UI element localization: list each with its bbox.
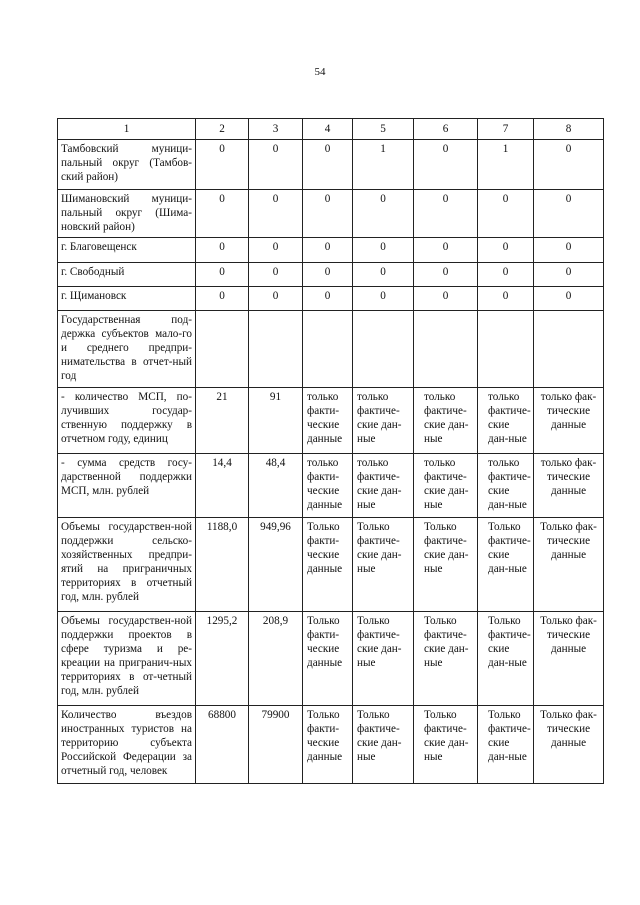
table-cell: 0 bbox=[196, 287, 249, 311]
table-cell: только фактиче-ские дан-ные bbox=[478, 454, 534, 518]
table-row bbox=[58, 190, 604, 238]
table-cell: 0 bbox=[196, 238, 249, 263]
table-cell: Только фактиче-ские дан-ные bbox=[414, 612, 478, 706]
table-cell: 0 bbox=[414, 190, 478, 238]
table-cell: 0 bbox=[414, 287, 478, 311]
table-cell: Только фактиче-ские дан-ные bbox=[353, 706, 414, 784]
table-cell: 0 bbox=[414, 263, 478, 287]
page-number: 54 bbox=[314, 66, 326, 78]
table-cell: 0 bbox=[353, 263, 414, 287]
table-cell: 14,4 bbox=[196, 454, 249, 518]
table-cell: 0 bbox=[303, 287, 353, 311]
table-cell: только фактиче-ские дан-ные bbox=[414, 454, 478, 518]
table-cell: 0 bbox=[353, 190, 414, 238]
table-cell: 0 bbox=[478, 287, 534, 311]
table-cell: 0 bbox=[534, 287, 604, 311]
table-row bbox=[58, 287, 604, 311]
table-cell: 68800 bbox=[196, 706, 249, 784]
table-cell: только фак-тические данные bbox=[534, 454, 604, 518]
table-cell: 1188,0 bbox=[196, 518, 249, 612]
table-cell: 1 bbox=[353, 140, 414, 190]
table-cell: Только фактиче-ские дан-ные bbox=[414, 706, 478, 784]
table-cell: 208,9 bbox=[249, 612, 303, 706]
table-cell: 0 bbox=[478, 190, 534, 238]
table-cell: Только фактиче-ские дан-ные bbox=[478, 518, 534, 612]
row-label: г. Благовещенск bbox=[58, 238, 196, 263]
table-cell: 0 bbox=[414, 140, 478, 190]
table-cell: только фактиче-ские дан-ные bbox=[353, 454, 414, 518]
table-cell: 79900 bbox=[249, 706, 303, 784]
table-cell: Только фактиче-ские дан-ные bbox=[478, 706, 534, 784]
table-cell: 1 bbox=[478, 140, 534, 190]
column-header: 7 bbox=[478, 119, 534, 140]
table-row bbox=[58, 238, 604, 263]
table-row bbox=[58, 454, 604, 518]
table-cell bbox=[353, 311, 414, 388]
table-cell: 1295,2 bbox=[196, 612, 249, 706]
table-row bbox=[58, 263, 604, 287]
table-cell: Только фактиче-ские дан-ные bbox=[353, 518, 414, 612]
table-cell: только факти-ческие данные bbox=[303, 454, 353, 518]
table-cell: 0 bbox=[303, 140, 353, 190]
table-body bbox=[58, 119, 604, 784]
table-cell: 0 bbox=[196, 263, 249, 287]
column-header: 2 bbox=[196, 119, 249, 140]
table-cell: только фактиче-ские дан-ные bbox=[353, 388, 414, 454]
column-header: 3 bbox=[249, 119, 303, 140]
table-cell: 0 bbox=[478, 238, 534, 263]
table-cell: 0 bbox=[249, 287, 303, 311]
row-label: г. Щимановск bbox=[58, 287, 196, 311]
table-cell: Только фактиче-ские дан-ные bbox=[353, 612, 414, 706]
table-row bbox=[58, 706, 604, 784]
table-row bbox=[58, 388, 604, 454]
table-cell: 48,4 bbox=[249, 454, 303, 518]
table-cell bbox=[478, 311, 534, 388]
row-label: - количество МСП, по-лучивших государ-ственную поддержку в отчетном году, единиц bbox=[58, 388, 196, 454]
table-cell: 0 bbox=[249, 238, 303, 263]
table-cell: только фактиче-ские дан-ные bbox=[478, 388, 534, 454]
row-label: Объемы государствен-ной поддержки проектов в сфере туризма и ре-креации на пригранич-ных территориях в от-четный год, млн. рублей bbox=[58, 612, 196, 706]
table-cell: 0 bbox=[196, 190, 249, 238]
table-cell: 0 bbox=[478, 263, 534, 287]
row-label: Государственная под-держка субъектов мало-го и среднего предпри-нимательства в отчет-ный год bbox=[58, 311, 196, 388]
column-header: 1 bbox=[58, 119, 196, 140]
table-cell: 0 bbox=[196, 140, 249, 190]
table-cell: Только факти-ческие данные bbox=[303, 706, 353, 784]
table-cell: 0 bbox=[414, 238, 478, 263]
table-cell: 949,96 bbox=[249, 518, 303, 612]
table-cell: 0 bbox=[249, 263, 303, 287]
row-label: Объемы государствен-ной поддержки сельско-хозяйственных предпри-ятий на приграничных территориях в отчетный год, млн. рублей bbox=[58, 518, 196, 612]
table-cell: 0 bbox=[534, 238, 604, 263]
table-cell: 0 bbox=[249, 190, 303, 238]
table-row bbox=[58, 311, 604, 388]
table-row bbox=[58, 140, 604, 190]
table-cell: 0 bbox=[303, 263, 353, 287]
table-cell bbox=[196, 311, 249, 388]
table-cell: Только факти-ческие данные bbox=[303, 612, 353, 706]
column-header: 5 bbox=[353, 119, 414, 140]
row-label: Тамбовский муници-пальный округ (Тамбов-ский район) bbox=[58, 140, 196, 190]
table-cell: Только фактиче-ские дан-ные bbox=[478, 612, 534, 706]
table-cell bbox=[414, 311, 478, 388]
table-cell: 91 bbox=[249, 388, 303, 454]
table-cell: только факти-ческие данные bbox=[303, 388, 353, 454]
column-header: 6 bbox=[414, 119, 478, 140]
report-table bbox=[57, 118, 604, 784]
table-cell: 0 bbox=[534, 140, 604, 190]
row-label: - сумма средств госу-дарственной поддержки МСП, млн. рублей bbox=[58, 454, 196, 518]
row-label: Шимановский муници-пальный округ (Шима-новский район) bbox=[58, 190, 196, 238]
table-cell: Только фак-тические данные bbox=[534, 612, 604, 706]
row-label: г. Свободный bbox=[58, 263, 196, 287]
table-cell: только фак-тические данные bbox=[534, 388, 604, 454]
table-cell: 0 bbox=[249, 140, 303, 190]
table-row bbox=[58, 612, 604, 706]
row-label: Количество въездов иностранных туристов на территорию субъекта Российской Федерации за отчетный год, человек bbox=[58, 706, 196, 784]
table-cell: 0 bbox=[303, 238, 353, 263]
table-cell: 0 bbox=[303, 190, 353, 238]
column-header: 8 bbox=[534, 119, 604, 140]
table-cell: 0 bbox=[534, 263, 604, 287]
table-cell: 0 bbox=[353, 287, 414, 311]
header-row bbox=[58, 119, 604, 140]
table-cell bbox=[534, 311, 604, 388]
table-cell: Только фак-тические данные bbox=[534, 706, 604, 784]
table-cell: 0 bbox=[353, 238, 414, 263]
table-cell bbox=[249, 311, 303, 388]
table-cell: Только фак-тические данные bbox=[534, 518, 604, 612]
table-cell: только фактиче-ские дан-ные bbox=[414, 388, 478, 454]
table-cell: 21 bbox=[196, 388, 249, 454]
table-cell: 0 bbox=[534, 190, 604, 238]
table-row bbox=[58, 518, 604, 612]
column-header: 4 bbox=[303, 119, 353, 140]
table-cell: Только факти-ческие данные bbox=[303, 518, 353, 612]
table-cell bbox=[303, 311, 353, 388]
table-cell: Только фактиче-ские дан-ные bbox=[414, 518, 478, 612]
